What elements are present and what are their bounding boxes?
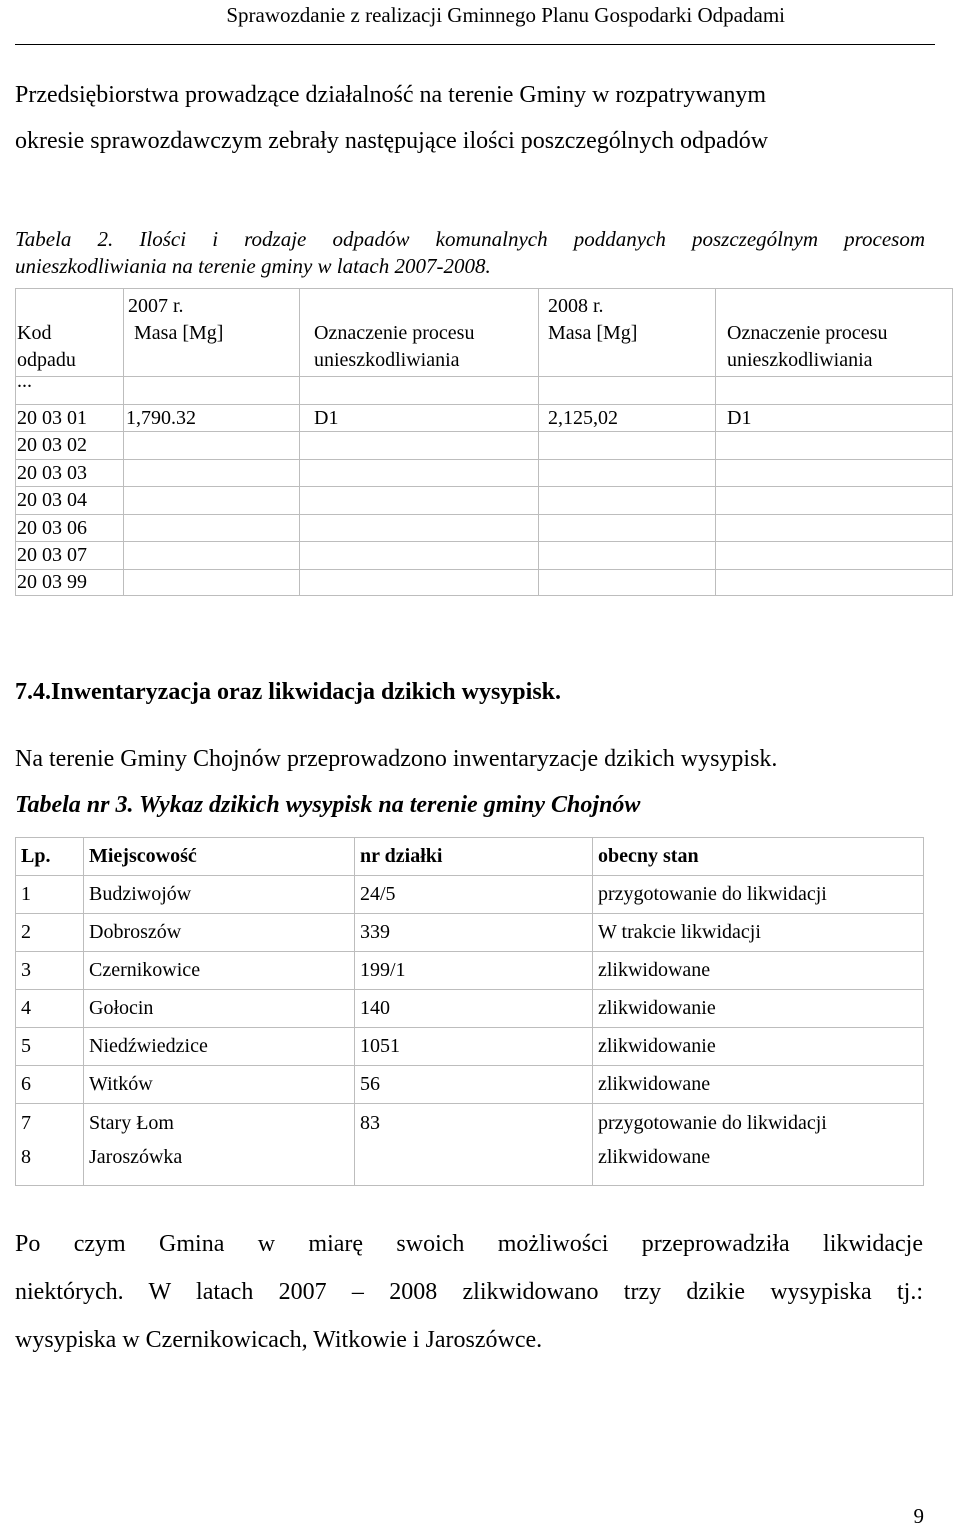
cell-lp-value: 7 <box>21 1112 31 1134</box>
table-row <box>16 1028 924 1066</box>
cell-place-value: Jaroszówka <box>89 1146 183 1168</box>
table2-caption <box>15 226 925 280</box>
cell-plot: 199/1 <box>355 952 593 990</box>
table-grid-line <box>15 459 953 460</box>
table-grid-line <box>15 486 953 487</box>
cell-place: Gołocin <box>84 990 355 1028</box>
cell-place: Dobroszów <box>84 914 355 952</box>
cell-lp: 3 <box>16 952 84 990</box>
kod-header: odpadu <box>17 349 76 371</box>
mass-header-2007: Masa [Mg] <box>134 322 224 344</box>
year-2007-header: 2007 r. <box>128 295 184 317</box>
header-plot: nr działki <box>355 838 593 876</box>
waste-code: 20 03 07 <box>17 544 87 566</box>
cell-status: zlikwidowane <box>593 1066 924 1104</box>
process-header-2008: unieszkodliwiania <box>727 349 873 371</box>
cell-lp: 6 <box>16 1066 84 1104</box>
table-row <box>16 952 924 990</box>
intro-line-2: okresie sprawozdawczym zebrały następujące ilości poszczególnych odpadów <box>15 128 769 154</box>
waste-code: 20 03 04 <box>17 489 87 511</box>
mass-2008-value: 2,125,02 <box>548 407 618 429</box>
table-row <box>16 914 924 952</box>
page-number: 9 <box>913 1504 924 1528</box>
closing-line-3: wysypiska w Czernikowicach, Witkowie i Jaroszówce. <box>15 1327 543 1353</box>
closing-paragraph <box>15 1220 923 1364</box>
cell-lp <box>16 1104 84 1186</box>
table-grid-line <box>15 595 953 596</box>
cell-status: W trakcie likwidacji <box>593 914 924 952</box>
header-lp: Lp. <box>16 838 84 876</box>
waste-code: 20 03 03 <box>17 462 87 484</box>
waste-code: 20 03 99 <box>17 571 87 593</box>
table-row <box>16 990 924 1028</box>
year-2008-header: 2008 r. <box>548 295 604 317</box>
cell-status: zlikwidowanie <box>593 990 924 1028</box>
cell-place: Budziwojów <box>84 876 355 914</box>
intro-paragraph <box>15 72 925 164</box>
table-grid-line <box>15 376 953 377</box>
table-grid-line <box>538 288 539 596</box>
cell-status: zlikwidowanie <box>593 1028 924 1066</box>
waste-code: 20 03 01 <box>17 407 87 429</box>
table-grid-line <box>299 288 300 596</box>
section-paragraph: Na terenie Gminy Chojnów przeprowadzono inwentaryzacje dzikich wysypisk. <box>15 746 778 772</box>
table-grid-line <box>15 541 953 542</box>
process-header-2007: unieszkodliwiania <box>314 349 460 371</box>
cell-place <box>84 1104 355 1186</box>
cell-status-value: przygotowanie do likwidacji <box>598 1112 827 1134</box>
cell-status: przygotowanie do likwidacji <box>593 876 924 914</box>
cell-plot <box>355 1104 593 1186</box>
cell-status-value: zlikwidowane <box>598 1146 711 1168</box>
table3-caption: Tabela nr 3. Wykaz dzikich wysypisk na terenie gminy Chojnów <box>15 792 641 818</box>
closing-line-2: niektórych. W latach 2007 – 2008 zlikwidowano trzy dzikie wysypiska tj.: <box>15 1279 923 1305</box>
cell-plot: 140 <box>355 990 593 1028</box>
table-grid-line <box>15 288 16 596</box>
cell-plot: 56 <box>355 1066 593 1104</box>
table-grid-line <box>123 288 124 596</box>
cell-plot-value: 83 <box>360 1112 380 1134</box>
cell-lp: 4 <box>16 990 84 1028</box>
kod-header: Kod <box>17 322 52 344</box>
cell-place: Witków <box>84 1066 355 1104</box>
table-row <box>16 1066 924 1104</box>
table-grid-line <box>715 288 716 596</box>
page-header <box>15 0 935 45</box>
waste-code: 20 03 06 <box>17 517 87 539</box>
cell-lp: 5 <box>16 1028 84 1066</box>
process-2008-value: D1 <box>727 407 752 429</box>
cell-place: Czernikowice <box>84 952 355 990</box>
section-heading: 7.4.Inwentaryzacja oraz likwidacja dzikich wysypisk. <box>15 679 561 705</box>
mass-2007-value: 1,790.32 <box>126 407 196 429</box>
process-header-2008: Oznaczenie procesu <box>727 322 888 344</box>
table-header-row <box>16 838 924 876</box>
table-row <box>16 876 924 914</box>
table2-caption-line-2: unieszkodliwiania na terenie gminy w latach 2007-2008. <box>15 254 491 278</box>
cell-plot: 24/5 <box>355 876 593 914</box>
table-grid-line <box>15 288 953 289</box>
kod-header: ... <box>17 370 32 392</box>
header-place: Miejscowość <box>84 838 355 876</box>
cell-place: Niedźwiedzice <box>84 1028 355 1066</box>
table-row <box>16 1104 924 1186</box>
waste-table <box>15 288 953 596</box>
cell-lp-value: 8 <box>21 1146 31 1168</box>
intro-line-1: Przedsiębiorstwa prowadzące działalność na terenie Gminy w rozpatrywanym <box>15 82 767 108</box>
dumps-table <box>15 837 924 1186</box>
table2-caption-line-1: Tabela 2. Ilości i rodzaje odpadów komunalnych poddanych poszczególnym procesom <box>15 227 925 251</box>
process-2007-value: D1 <box>314 407 339 429</box>
cell-lp: 1 <box>16 876 84 914</box>
document-title: Sprawozdanie z realizacji Gminnego Planu Gospodarki Odpadami <box>226 3 785 27</box>
table-grid-line <box>15 569 953 570</box>
table-grid-line <box>15 514 953 515</box>
table-grid-line <box>952 288 953 596</box>
cell-status: zlikwidowane <box>593 952 924 990</box>
process-header-2007: Oznaczenie procesu <box>314 322 475 344</box>
cell-plot: 339 <box>355 914 593 952</box>
closing-line-1: Po czym Gmina w miarę swoich możliwości przeprowadziła likwidacje <box>15 1231 923 1257</box>
waste-code: 20 03 02 <box>17 434 87 456</box>
cell-place-value: Stary Łom <box>89 1112 174 1134</box>
cell-status <box>593 1104 924 1186</box>
cell-plot: 1051 <box>355 1028 593 1066</box>
mass-header-2008: Masa [Mg] <box>548 322 638 344</box>
header-status: obecny stan <box>593 838 924 876</box>
cell-lp: 2 <box>16 914 84 952</box>
